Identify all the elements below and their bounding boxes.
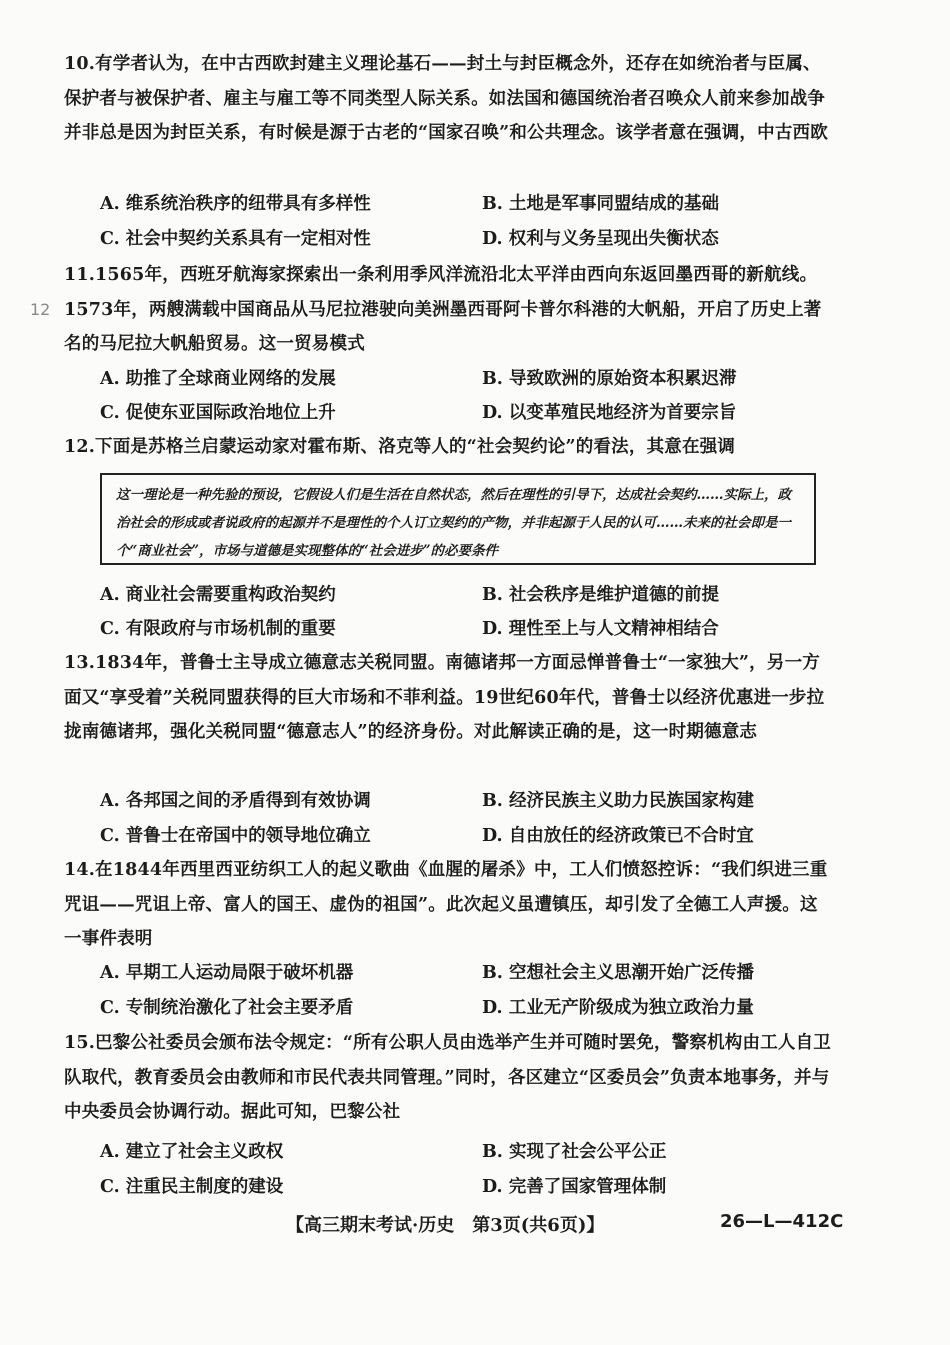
question-14-option-b: B. 空想社会主义思潮开始广泛传播 bbox=[482, 963, 754, 983]
question-10-option-a: A. 维系统治秩序的纽带具有多样性 bbox=[100, 194, 371, 214]
question-14-option-d: D. 工业无产阶级成为独立政治力量 bbox=[482, 998, 754, 1018]
question-15-option-a: A. 建立了社会主义政权 bbox=[100, 1142, 284, 1162]
question-10-option-d: D. 权利与义务呈现出失衡状态 bbox=[482, 229, 719, 249]
question-10-option-b: B. 土地是军事同盟结成的基础 bbox=[482, 194, 719, 214]
question-11-stem: 11.1565年，西班牙航海家探索出一条利用季风洋流沿北太平洋由西向东返回墨西哥的新航线。1573年，两艘满载中国商品从马尼拉港驶向美洲墨西哥阿卡普尔科港的大帆船，开启了历史上著名的马尼拉大帆船贸易。这一贸易模式 bbox=[64, 265, 822, 354]
question-12-option-a: A. 商业社会需要重构政治契约 bbox=[100, 585, 336, 605]
question-10-option-c: C. 社会中契约关系具有一定相对性 bbox=[100, 229, 371, 249]
question-13-option-c: C. 普鲁士在帝国中的领导地位确立 bbox=[100, 826, 371, 846]
stray-page-mark: 12 bbox=[30, 300, 51, 319]
question-15-option-c: C. 注重民主制度的建设 bbox=[100, 1177, 284, 1197]
page-footer-title: 【高三期末考试·历史 第3页(共6页)】 bbox=[286, 1215, 605, 1236]
question-14-stem: 14.在1844年西里西亚纺织工人的起义歌曲《血腥的屠杀》中，工人们愤怒控诉：“我们织进三重咒诅——咒诅上帝、富人的国王、虚伪的祖国”。此次起义虽遭镇压，却引发了全德工人声援。这一事件表明 bbox=[64, 860, 828, 949]
question-12-option-d: D. 理性至上与人文精神相结合 bbox=[482, 619, 719, 639]
question-12-option-b: B. 社会秩序是维护道德的前提 bbox=[482, 585, 719, 605]
question-14-option-c: C. 专制统治激化了社会主要矛盾 bbox=[100, 998, 354, 1018]
question-11-option-c: C. 促使东亚国际政治地位上升 bbox=[100, 403, 336, 423]
question-15-option-b: B. 实现了社会公平公正 bbox=[482, 1142, 667, 1162]
question-12-option-c: C. 有限政府与市场机制的重要 bbox=[100, 619, 336, 639]
question-14-option-a: A. 早期工人运动局限于破坏机器 bbox=[100, 963, 354, 983]
question-13-option-d: D. 自由放任的经济政策已不合时宜 bbox=[482, 826, 754, 846]
question-12-stem: 12.下面是苏格兰启蒙运动家对霍布斯、洛克等人的“社会契约论”的看法，其意在强调 bbox=[64, 437, 736, 457]
question-13-option-a: A. 各邦国之间的矛盾得到有效协调 bbox=[100, 791, 371, 811]
question-11-option-b: B. 导致欧洲的原始资本积累迟滞 bbox=[482, 369, 737, 389]
question-11-option-a: A. 助推了全球商业网络的发展 bbox=[100, 369, 336, 389]
question-13-option-b: B. 经济民族主义助力民族国家构建 bbox=[482, 791, 754, 811]
question-15-option-d: D. 完善了国家管理体制 bbox=[482, 1177, 667, 1197]
question-12-quote-box: 这一理论是一种先验的预设，它假设人们是生活在自然状态，然后在理性的引导下，达成社会契约……实际上，政治社会的形成或者说政府的起源并不是理性的个人订立契约的产物，并非起源于人民的认可……未来的社会即是一个“商业社会”，市场与道德是实现整体的“社会进步”的必要条件 bbox=[100, 473, 816, 565]
page-footer-code: 26—L—412C bbox=[720, 1211, 844, 1232]
question-10-stem: 10.有学者认为，在中古西欧封建主义理论基石——封土与封臣概念外，还存在如统治者与臣属、保护者与被保护者、雇主与雇工等不同类型人际关系。如法国和德国统治者召唤众人前来参加战争并非总是因为封臣关系，有时候是源于古老的“国家召唤”和公共理念。该学者意在强调，中古西欧 bbox=[64, 54, 828, 143]
question-15-stem: 15.巴黎公社委员会颁布法令规定：“所有公职人员由选举产生并可随时罢免，警察机构由工人自卫队取代，教育委员会由教师和市民代表共同管理。”同时，各区建立“区委员会”负责本地事务，并与中央委员会协调行动。据此可知，巴黎公社 bbox=[64, 1033, 832, 1122]
question-11-option-d: D. 以变革殖民地经济为首要宗旨 bbox=[482, 403, 737, 423]
question-13-stem: 13.1834年，普鲁士主导成立德意志关税同盟。南德诸邦一方面忌惮普鲁士“一家独大”，另一方面又“享受着”关税同盟获得的巨大市场和不菲利益。19世纪60年代，普鲁士以经济优惠进一步拉拢南德诸邦，强化关税同盟“德意志人”的经济身份。对此解读正确的是，这一时期德意志 bbox=[64, 653, 825, 742]
